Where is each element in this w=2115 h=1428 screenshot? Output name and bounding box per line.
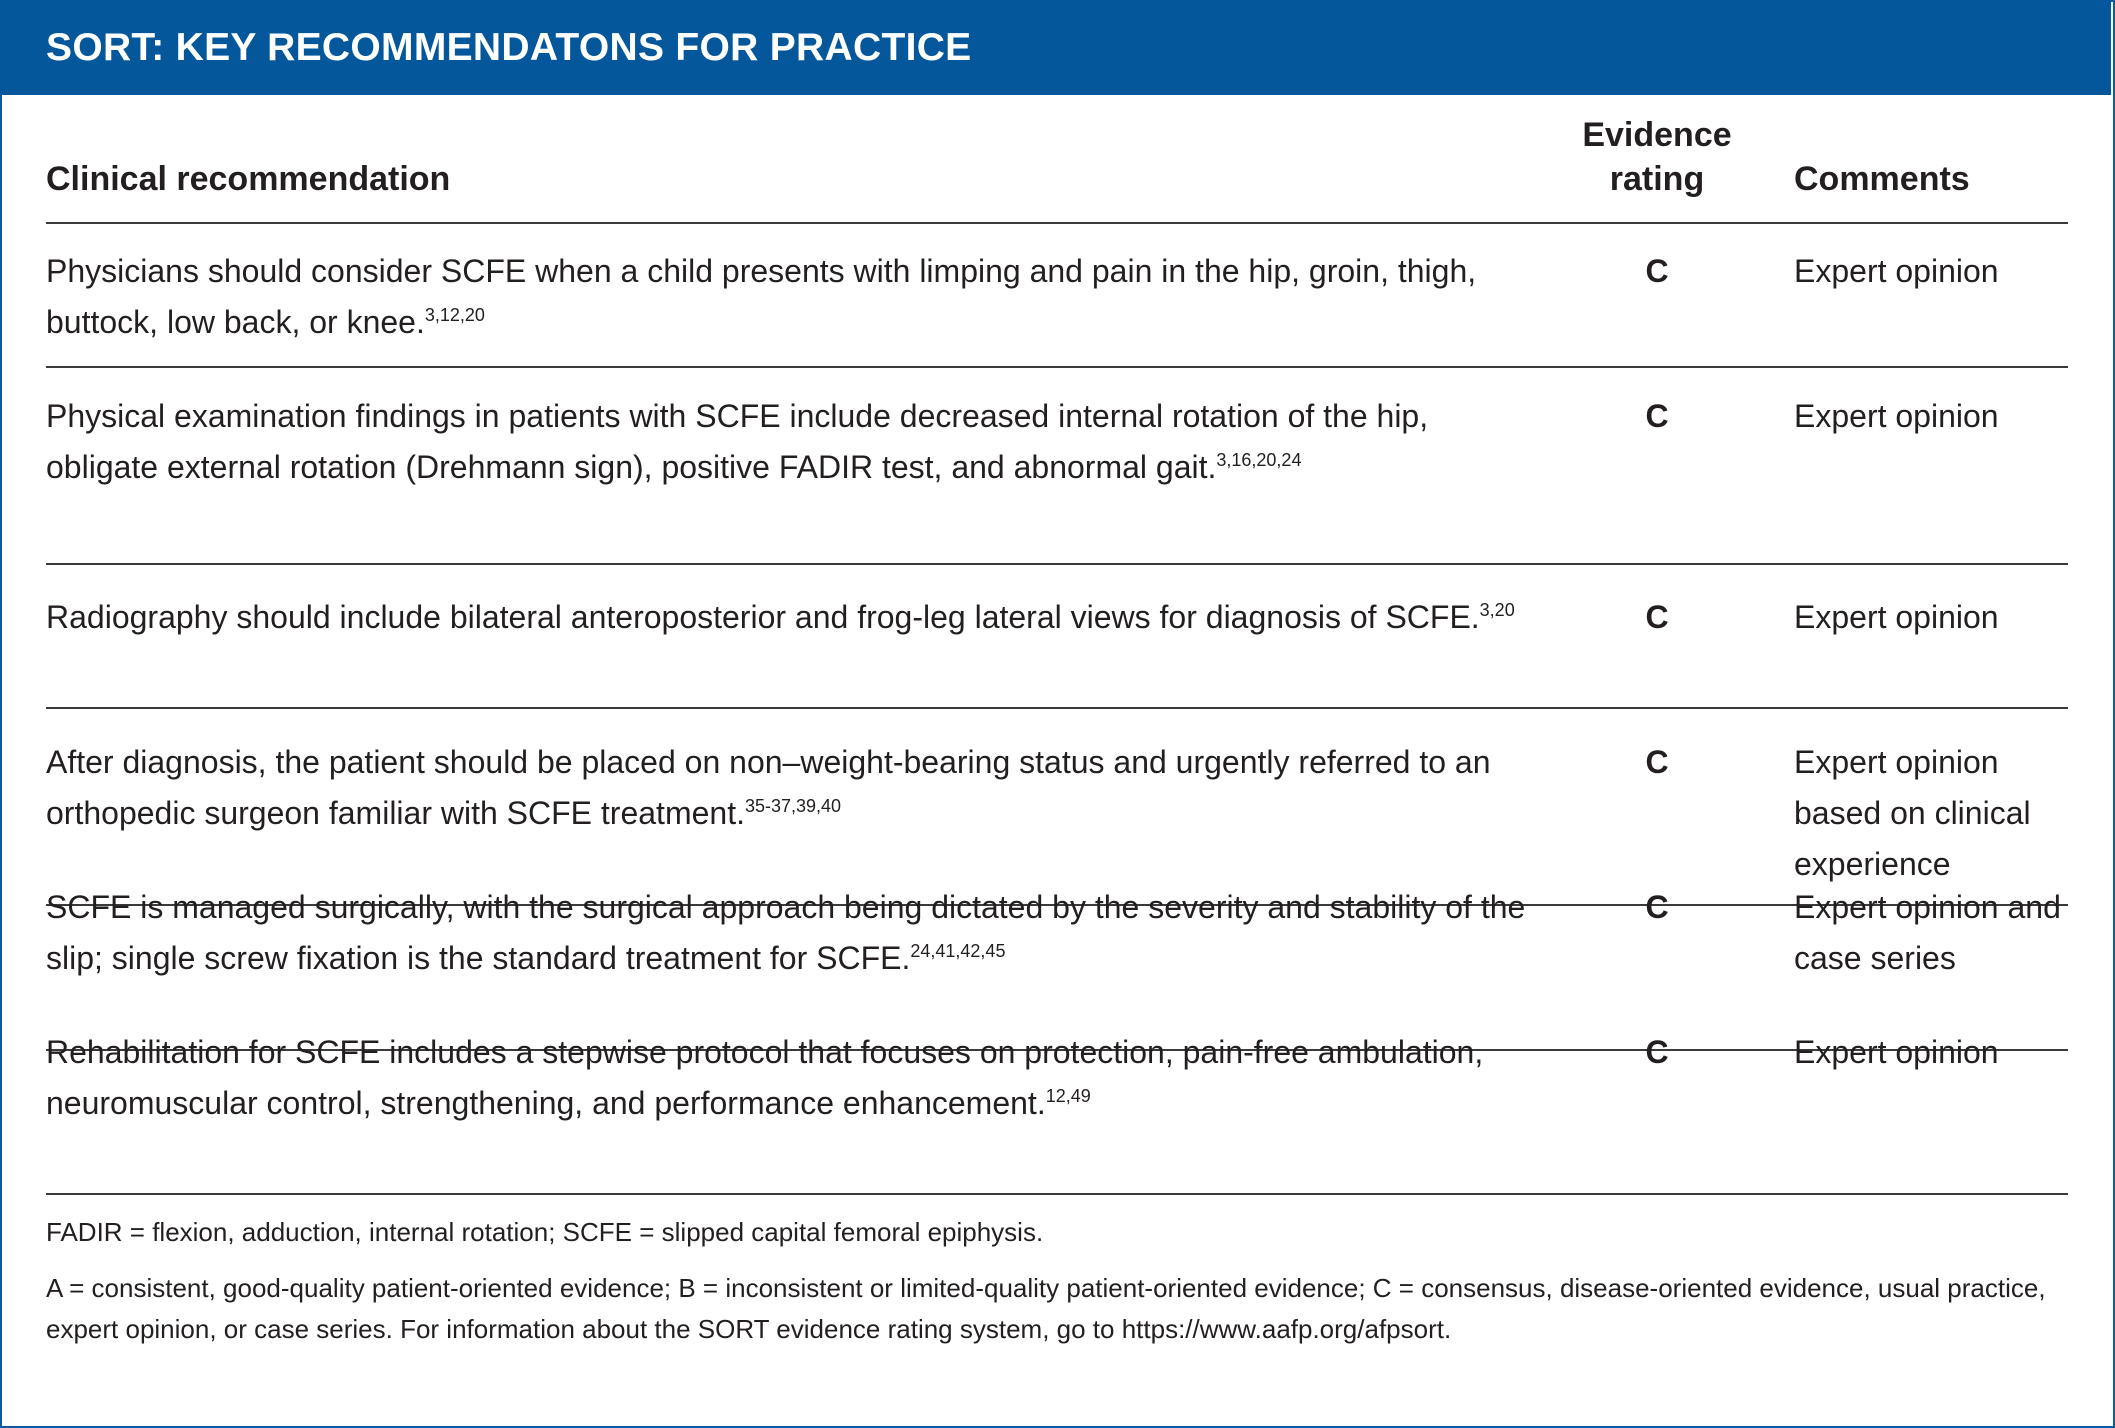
- reference-superscript: 24,41,42,45: [910, 941, 1006, 961]
- recommendation-text: [46, 737, 1526, 839]
- evidence-rating: C: [1645, 889, 1669, 925]
- reference-superscript: 35-37,39,40: [744, 796, 842, 816]
- recommendation-text: [46, 882, 1526, 984]
- table-title: SORT: KEY RECOMMENDATONS FOR PRACTICE: [0, 0, 2111, 95]
- footnote-sort-ratings: A = consistent, good-quality patient-oriented evidence; B = inconsistent or limited-quality patient-oriented evidence; C = consensus, disease-oriented evidence, usual practice, expert opinion, or case series. For information about the SORT evidence rating system, go to https://www.aafp.org/afpsort.: [46, 1273, 2046, 1344]
- comment: Expert opinion: [1794, 253, 1999, 289]
- comment: Expert opinion: [1794, 1034, 1999, 1070]
- evidence-rating: C: [1645, 599, 1669, 635]
- reference-superscript: 3,16,20,24: [1216, 450, 1302, 470]
- evidence-rating: C: [1645, 253, 1669, 289]
- column-header-evidence: Evidence rating: [1582, 116, 1732, 198]
- footnote-abbreviations: FADIR = flexion, adduction, internal rotation; SCFE = slipped capital femoral epiphysis.: [46, 1217, 1044, 1247]
- column-header-recommendation: Clinical recommendation: [46, 160, 451, 198]
- comment: Expert opinion based on clinical experience: [1794, 744, 2031, 882]
- recommendation-body: SCFE is managed surgically, with the surgical approach being dictated by the severity and stability of the slip; single screw fixation is the standard treatment for SCFE.: [46, 889, 1526, 976]
- recommendation-body: After diagnosis, the patient should be placed on non–weight-bearing status and urgently referred to an orthopedic surgeon familiar with SCFE treatment.: [46, 744, 1491, 831]
- comment: Expert opinion: [1794, 599, 1999, 635]
- header-rule: [46, 222, 2068, 224]
- reference-superscript: 12,49: [1045, 1086, 1091, 1106]
- comment: Expert opinion: [1794, 398, 1999, 434]
- reference-superscript: 3,20: [1479, 600, 1515, 620]
- recommendation-body: Physicians should consider SCFE when a child presents with limping and pain in the hip, groin, thigh, buttock, low back, or knee.: [46, 253, 1477, 340]
- recommendation-body: Radiography should include bilateral anteroposterior and frog-leg lateral views for diagnosis of SCFE.: [46, 599, 1480, 635]
- evidence-rating: C: [1645, 398, 1669, 434]
- evidence-rating: C: [1645, 744, 1669, 780]
- recommendation-text: [46, 1027, 1526, 1129]
- recommendation-body: Rehabilitation for SCFE includes a stepwise protocol that focuses on protection, pain-free ambulation, neuromuscular control, strengthening, and performance enhancement.: [46, 1034, 1484, 1121]
- recommendation-text: [46, 391, 1526, 493]
- comment: Expert opinion and case series: [1794, 889, 2061, 976]
- evidence-rating: C: [1645, 1034, 1669, 1070]
- column-header-comments: Comments: [1794, 160, 1970, 198]
- row-divider: [46, 366, 2068, 368]
- recommendation-text: [46, 592, 1526, 643]
- recommendation-body: Physical examination findings in patients with SCFE include decreased internal rotation of the hip, obligate external rotation (Drehmann sign), positive FADIR test, and abnormal gait.: [46, 398, 1429, 485]
- row-divider: [46, 563, 2068, 565]
- row-divider: [46, 707, 2068, 709]
- row-divider: [46, 1193, 2068, 1195]
- recommendation-text: [46, 246, 1526, 348]
- reference-superscript: 3,12,20: [424, 305, 485, 325]
